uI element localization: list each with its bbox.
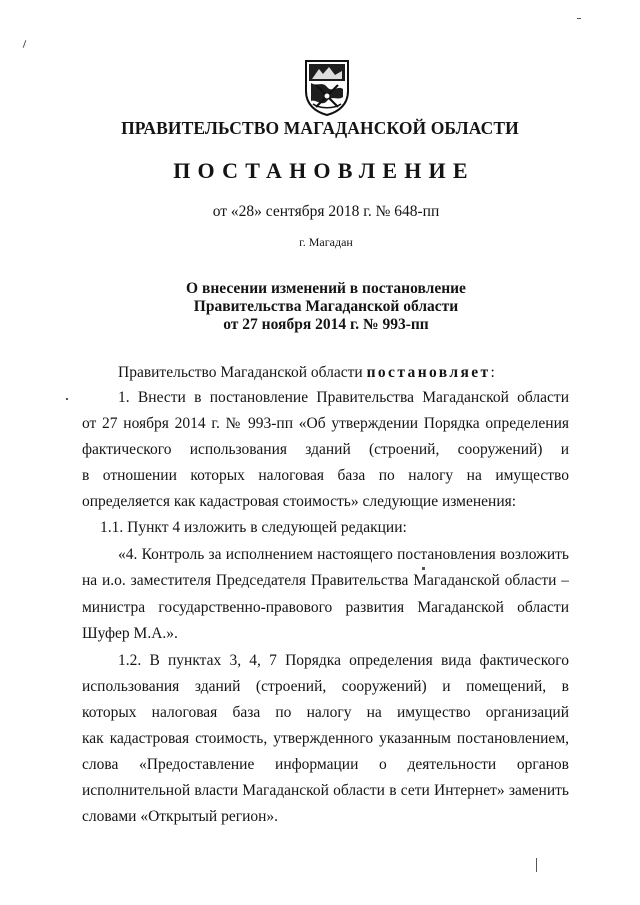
document-title (0, 280, 640, 334)
paragraph-line: «4. Контроль за исполнением настоящего постановления возложить (118, 546, 569, 563)
paragraph-line: которых налоговая база по налогу на имущество организаций (82, 704, 569, 721)
paragraph-line: как кадастровая стоимость, утвержденного указанным постановлением, (82, 730, 569, 747)
document-type: ПОСТАНОВЛЕНИЕ (173, 158, 475, 183)
paragraph-line: на и.о. заместителя Председателя Правительства Магаданской области – (82, 572, 569, 589)
scan-mark (66, 398, 68, 400)
paragraph-line: 1.1. Пункт 4 изложить в следующей редакции: (100, 519, 407, 536)
title-line: Правительства Магаданской области (193, 298, 459, 315)
scan-mark (422, 567, 425, 570)
paragraph-line: в отношении которых налоговая база по налогу на имущество (82, 467, 569, 484)
paragraph-line: использования зданий (строений, сооружений) и помещений, в (82, 678, 569, 695)
paragraph-line: от 27 ноября 2014 г. № 993-пп «Об утверждении Порядка определения (82, 415, 569, 432)
paragraph-line: министра государственно-правового развития Магаданской области (82, 599, 569, 616)
organization-name: ПРАВИТЕЛЬСТВО МАГАДАНСКОЙ ОБЛАСТИ (121, 118, 519, 138)
paragraph-line: исполнительной власти Магаданской области в сети Интернет» заменить (82, 782, 569, 799)
paragraph-line: 1.2. В пунктах 3, 4, 7 Порядка определения вида фактического (118, 652, 569, 669)
coat-of-arms-icon (302, 57, 352, 117)
title-line: от 27 ноября 2014 г. № 993-пп (223, 316, 429, 333)
scan-mark (536, 858, 537, 872)
document-date-number: от «28» сентября 2018 г. № 648-пп (212, 203, 440, 220)
document-city: г. Магадан (299, 235, 353, 249)
intro-prefix: Правительство Магаданской области (118, 364, 363, 381)
scan-mark (577, 18, 581, 19)
paragraph-line: слова «Предоставление информации о деятельности органов (82, 756, 569, 773)
paragraph-line: фактического использования зданий (строений, сооружений) и (82, 441, 569, 458)
paragraph-line: Шуфер М.А.». (82, 625, 178, 642)
title-line: О внесении изменений в постановление (186, 280, 466, 297)
scan-mark (23, 40, 27, 48)
paragraph-line: 1. Внести в постановление Правительства Магаданской области (118, 389, 569, 406)
intro-keyword: постановляет (366, 364, 491, 381)
paragraph-line: определяется как кадастровая стоимость» следующие изменения: (82, 493, 517, 510)
intro-suffix: : (490, 364, 495, 381)
intro-line (118, 362, 569, 384)
paragraph-line: словами «Открытый регион». (82, 808, 279, 825)
